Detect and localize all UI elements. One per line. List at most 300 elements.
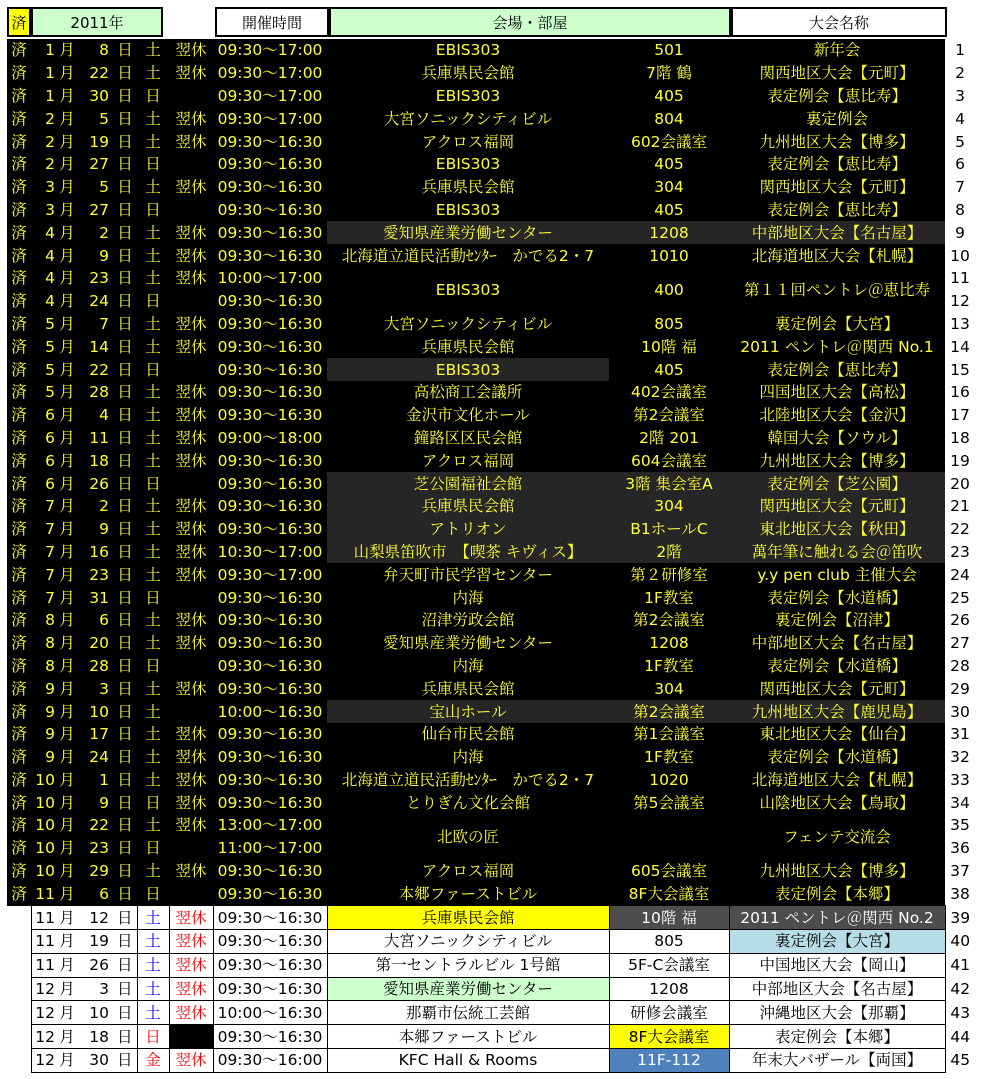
done-mark: 済: [7, 609, 31, 632]
room: 405: [609, 199, 729, 222]
weekday: 日: [137, 1025, 169, 1049]
month: 9: [31, 700, 57, 723]
holiday-note: 翌休: [169, 39, 213, 62]
month: 4: [31, 267, 57, 290]
day: 19: [77, 930, 113, 954]
holiday-note: [169, 586, 213, 609]
holiday-note: 翌休: [169, 335, 213, 358]
month: 12: [31, 1025, 57, 1049]
day: 24: [77, 290, 113, 313]
day: 11: [77, 427, 113, 450]
venue: EBIS303: [327, 85, 609, 108]
month-unit: 月: [57, 906, 77, 930]
time-range: 09:30～16:30: [213, 199, 327, 222]
event-name: 表定例会【芝公園】: [729, 472, 945, 495]
holiday-note: 翌休: [169, 62, 213, 85]
table-row: [7, 769, 975, 792]
weekday: 土: [137, 244, 169, 267]
time-range: 11:00～17:00: [213, 837, 327, 860]
time-range: 09:30～17:00: [213, 107, 327, 130]
event-name: 沖縄地区大会【那覇】: [729, 1001, 945, 1025]
day: 27: [77, 153, 113, 176]
day-unit: 日: [113, 632, 137, 655]
row-number: 24: [945, 563, 975, 586]
room: 研修会議室: [609, 1001, 729, 1025]
venue: 内海: [327, 586, 609, 609]
holiday-note: 翌休: [169, 746, 213, 769]
day: 8: [77, 39, 113, 62]
weekday: 土: [137, 404, 169, 427]
day-unit: 日: [113, 655, 137, 678]
table-row: [7, 906, 975, 930]
month: 10: [31, 769, 57, 792]
day: 9: [77, 518, 113, 541]
month: 11: [31, 906, 57, 930]
weekday: 土: [137, 977, 169, 1001]
venue: EBIS303: [327, 267, 609, 313]
event-name: 裏定例会【大宮】: [729, 313, 945, 336]
venue: アトリオン: [327, 518, 609, 541]
blank-cell: [7, 1025, 31, 1049]
day: 26: [77, 953, 113, 977]
holiday-note: 翌休: [169, 427, 213, 450]
weekday: 土: [137, 700, 169, 723]
event-name: 関西地区大会【元町】: [729, 176, 945, 199]
month-unit: 月: [57, 267, 77, 290]
day-unit: 日: [113, 930, 137, 954]
table-row: [7, 221, 975, 244]
venue: 内海: [327, 655, 609, 678]
weekday: 土: [137, 860, 169, 883]
room: 1020: [609, 769, 729, 792]
day-unit: 日: [113, 563, 137, 586]
month: 1: [31, 39, 57, 62]
month: 7: [31, 541, 57, 564]
weekday: 土: [137, 495, 169, 518]
holiday-note: 翌休: [169, 1001, 213, 1025]
weekday: 土: [137, 176, 169, 199]
blank-cell: [7, 1049, 31, 1073]
venue: 愛知県産業労働センター: [327, 221, 609, 244]
holiday-note: 翌休: [169, 609, 213, 632]
weekday: 土: [137, 39, 169, 62]
table-row: [7, 977, 975, 1001]
venue: EBIS303: [327, 153, 609, 176]
month: 9: [31, 723, 57, 746]
holiday-note: [169, 882, 213, 905]
holiday-note: 翌休: [169, 221, 213, 244]
done-mark: 済: [7, 814, 31, 837]
time-range: 09:30～16:30: [213, 381, 327, 404]
holiday-note: 翌休: [169, 723, 213, 746]
day-unit: 日: [113, 586, 137, 609]
room: 605会議室: [609, 860, 729, 883]
done-mark: 済: [7, 358, 31, 381]
blank-cell: [7, 906, 31, 930]
weekday: 土: [137, 769, 169, 792]
time-range: 09:30～17:00: [213, 563, 327, 586]
event-name: 四国地区大会【高松】: [729, 381, 945, 404]
room: 805: [609, 313, 729, 336]
month-unit: 月: [57, 791, 77, 814]
weekday: 土: [137, 746, 169, 769]
row-number: 41: [945, 953, 975, 977]
time-range: 09:30～16:30: [213, 677, 327, 700]
event-name: 表定例会【本郷】: [729, 882, 945, 905]
month-unit: 月: [57, 62, 77, 85]
holiday-note: [169, 655, 213, 678]
done-mark: 済: [7, 518, 31, 541]
weekday: 土: [137, 449, 169, 472]
holiday-note: 翌休: [169, 381, 213, 404]
weekday: 金: [137, 1049, 169, 1073]
month-unit: 月: [57, 700, 77, 723]
done-mark: 済: [7, 472, 31, 495]
day-unit: 日: [113, 860, 137, 883]
time-range: 09:30～16:30: [213, 153, 327, 176]
day-unit: 日: [113, 153, 137, 176]
blank-cell: [7, 1001, 31, 1025]
venue: 大宮ソニックシティビル: [327, 107, 609, 130]
blank-cell: [7, 953, 31, 977]
row-number: 42: [945, 977, 975, 1001]
weekday: 土: [137, 563, 169, 586]
table-row: [7, 953, 975, 977]
day: 23: [77, 837, 113, 860]
table-row: [7, 176, 975, 199]
weekday: 土: [137, 906, 169, 930]
time-range: 09:30～17:00: [213, 39, 327, 62]
holiday-note: 翌休: [169, 267, 213, 290]
weekday: 日: [137, 791, 169, 814]
weekday: 土: [137, 130, 169, 153]
room: 8F大会議室: [609, 882, 729, 905]
done-mark: 済: [7, 39, 31, 62]
holiday-note: [169, 153, 213, 176]
row-number: 33: [945, 769, 975, 792]
row-number: 34: [945, 791, 975, 814]
month: 4: [31, 244, 57, 267]
month: 12: [31, 977, 57, 1001]
holiday-note: 翌休: [169, 313, 213, 336]
row-number: 2: [945, 62, 975, 85]
month: 6: [31, 427, 57, 450]
schedule-table: [7, 39, 975, 1073]
done-mark: 済: [7, 221, 31, 244]
holiday-note: [169, 1025, 213, 1049]
month-unit: 月: [57, 723, 77, 746]
done-mark: 済: [7, 769, 31, 792]
event-name: 新年会: [729, 39, 945, 62]
room: 1208: [609, 977, 729, 1001]
row-number: 44: [945, 1025, 975, 1049]
weekday: 土: [137, 518, 169, 541]
venue: EBIS303: [327, 358, 609, 381]
time-range: 09:30～17:00: [213, 85, 327, 108]
venue: 兵庫県民会館: [327, 677, 609, 700]
month: 5: [31, 381, 57, 404]
holiday-note: 翌休: [169, 814, 213, 837]
month: 7: [31, 495, 57, 518]
venue: アクロス福岡: [327, 130, 609, 153]
event-name: 2011 ペントレ＠関西 No.2: [729, 906, 945, 930]
month: 6: [31, 472, 57, 495]
table-row: [7, 723, 975, 746]
table-row: [7, 107, 975, 130]
venue: 兵庫県民会館: [327, 906, 609, 930]
day-unit: 日: [113, 62, 137, 85]
time-range: 09:30～16:30: [213, 930, 327, 954]
month: 2: [31, 107, 57, 130]
day: 10: [77, 1001, 113, 1025]
table-row: [7, 609, 975, 632]
row-number: 5: [945, 130, 975, 153]
day-unit: 日: [113, 290, 137, 313]
venue: EBIS303: [327, 199, 609, 222]
event-name: 第１１回ペントレ＠恵比寿: [729, 267, 945, 313]
room: [609, 814, 729, 860]
time-range: 13:00～17:00: [213, 814, 327, 837]
holiday-note: [169, 700, 213, 723]
done-mark: 済: [7, 404, 31, 427]
month: 1: [31, 85, 57, 108]
venue: 第一セントラルビル 1号館: [327, 953, 609, 977]
time-range: 09:30～16:30: [213, 358, 327, 381]
blank-cell: [7, 930, 31, 954]
month-unit: 月: [57, 541, 77, 564]
month: 5: [31, 358, 57, 381]
time-range: 09:30～16:30: [213, 290, 327, 313]
month: 7: [31, 586, 57, 609]
event-name: 表定例会【水道橋】: [729, 586, 945, 609]
weekday: 土: [137, 1001, 169, 1025]
month-unit: 月: [57, 882, 77, 905]
day-unit: 日: [113, 882, 137, 905]
weekday: 日: [137, 586, 169, 609]
holiday-note: [169, 85, 213, 108]
done-mark: 済: [7, 449, 31, 472]
row-number: 45: [945, 1049, 975, 1073]
time-range: 09:30～16:30: [213, 130, 327, 153]
table-row: [7, 563, 975, 586]
weekday: 日: [137, 85, 169, 108]
venue: 北海道立道民活動ｾﾝﾀｰ かでる2・7: [327, 769, 609, 792]
weekday: 土: [137, 427, 169, 450]
room: 3階 集会室A: [609, 472, 729, 495]
time-range: 09:30～16:30: [213, 609, 327, 632]
row-number: 4: [945, 107, 975, 130]
room: 第5会議室: [609, 791, 729, 814]
event-name: 裏定例会: [729, 107, 945, 130]
month-unit: 月: [57, 769, 77, 792]
venue: 弁天町市民学習センター: [327, 563, 609, 586]
event-name: 関西地区大会【元町】: [729, 677, 945, 700]
time-range: 09:30～16:30: [213, 906, 327, 930]
holiday-note: 翌休: [169, 130, 213, 153]
table-row: [7, 586, 975, 609]
room: 405: [609, 85, 729, 108]
time-range: 09:30～16:30: [213, 472, 327, 495]
room: 10階 福: [609, 335, 729, 358]
day-unit: 日: [113, 267, 137, 290]
month: 11: [31, 930, 57, 954]
day-unit: 日: [113, 837, 137, 860]
month-unit: 月: [57, 977, 77, 1001]
month-unit: 月: [57, 449, 77, 472]
event-name: y.y pen club 主催大会: [729, 563, 945, 586]
event-name: 萬年筆に触れる会＠笛吹: [729, 541, 945, 564]
month-unit: 月: [57, 814, 77, 837]
done-mark: 済: [7, 427, 31, 450]
row-number: 10: [945, 244, 975, 267]
month: 7: [31, 563, 57, 586]
day-unit: 日: [113, 404, 137, 427]
table-row: [7, 860, 975, 883]
day: 16: [77, 541, 113, 564]
month: 2: [31, 130, 57, 153]
weekday: 土: [137, 267, 169, 290]
holiday-note: 翌休: [169, 449, 213, 472]
venue: アクロス福岡: [327, 449, 609, 472]
day-unit: 日: [113, 791, 137, 814]
table-row: [7, 358, 975, 381]
time-range: 09:30～16:30: [213, 746, 327, 769]
day-unit: 日: [113, 199, 137, 222]
holiday-note: 翌休: [169, 563, 213, 586]
month: 5: [31, 335, 57, 358]
header-zumi: 済: [7, 7, 31, 37]
room: 1208: [609, 221, 729, 244]
holiday-note: [169, 472, 213, 495]
room: 604会議室: [609, 449, 729, 472]
month-unit: 月: [57, 358, 77, 381]
done-mark: 済: [7, 746, 31, 769]
month: 1: [31, 62, 57, 85]
event-name: 北陸地区大会【金沢】: [729, 404, 945, 427]
day-unit: 日: [113, 472, 137, 495]
month: 4: [31, 290, 57, 313]
venue: 仙台市民会館: [327, 723, 609, 746]
weekday: 土: [137, 609, 169, 632]
room: 405: [609, 358, 729, 381]
day-unit: 日: [113, 313, 137, 336]
table-row: [7, 199, 975, 222]
day: 5: [77, 176, 113, 199]
table-row: [7, 449, 975, 472]
venue: 大宮ソニックシティビル: [327, 930, 609, 954]
room: 1F教室: [609, 655, 729, 678]
month: 8: [31, 655, 57, 678]
row-number: 32: [945, 746, 975, 769]
venue: 高松商工会議所: [327, 381, 609, 404]
room: 304: [609, 495, 729, 518]
day-unit: 日: [113, 977, 137, 1001]
blank-cell: [7, 977, 31, 1001]
room: 7階 鶴: [609, 62, 729, 85]
venue: KFC Hall & Rooms: [327, 1049, 609, 1073]
day-unit: 日: [113, 700, 137, 723]
weekday: 土: [137, 930, 169, 954]
day: 22: [77, 358, 113, 381]
room: 第２研修室: [609, 563, 729, 586]
row-number: 11: [945, 267, 975, 290]
weekday: 土: [137, 221, 169, 244]
event-name: 裏定例会【大宮】: [729, 930, 945, 954]
event-name: 2011 ペントレ＠関西 No.1: [729, 335, 945, 358]
time-range: 09:30～16:00: [213, 1049, 327, 1073]
month-unit: 月: [57, 953, 77, 977]
holiday-note: [169, 290, 213, 313]
header-venue: 会場・部屋: [329, 7, 731, 37]
day-unit: 日: [113, 449, 137, 472]
done-mark: 済: [7, 267, 31, 290]
holiday-note: 翌休: [169, 176, 213, 199]
day: 28: [77, 381, 113, 404]
holiday-note: [169, 358, 213, 381]
row-number: 23: [945, 541, 975, 564]
holiday-note: 翌休: [169, 977, 213, 1001]
day-unit: 日: [113, 244, 137, 267]
weekday: 日: [137, 655, 169, 678]
room: 1010: [609, 244, 729, 267]
table-row: [7, 746, 975, 769]
table-row: [7, 1001, 975, 1025]
month: 5: [31, 313, 57, 336]
time-range: 09:30～16:30: [213, 723, 327, 746]
venue: 愛知県産業労働センター: [327, 977, 609, 1001]
done-mark: 済: [7, 791, 31, 814]
month-unit: 月: [57, 837, 77, 860]
event-name: 九州地区大会【鹿児島】: [729, 700, 945, 723]
holiday-note: 翌休: [169, 953, 213, 977]
room: 304: [609, 176, 729, 199]
day-unit: 日: [113, 814, 137, 837]
month: 10: [31, 860, 57, 883]
row-number: 22: [945, 518, 975, 541]
holiday-note: 翌休: [169, 518, 213, 541]
room: 501: [609, 39, 729, 62]
day-unit: 日: [113, 541, 137, 564]
weekday: 土: [137, 381, 169, 404]
day: 12: [77, 906, 113, 930]
day-unit: 日: [113, 335, 137, 358]
venue: とりぎん文化会館: [327, 791, 609, 814]
room: 5F-C会議室: [609, 953, 729, 977]
day: 4: [77, 404, 113, 427]
day-unit: 日: [113, 39, 137, 62]
done-mark: 済: [7, 107, 31, 130]
day: 30: [77, 1049, 113, 1073]
month-unit: 月: [57, 563, 77, 586]
time-range: 09:30～16:30: [213, 791, 327, 814]
row-number: 36: [945, 837, 975, 860]
event-name: 山陰地区大会【鳥取】: [729, 791, 945, 814]
table-row: [7, 791, 975, 814]
table-row: [7, 655, 975, 678]
time-range: 09:30～16:30: [213, 953, 327, 977]
done-mark: 済: [7, 381, 31, 404]
day-unit: 日: [113, 769, 137, 792]
weekday: 土: [137, 677, 169, 700]
day-unit: 日: [113, 906, 137, 930]
day: 9: [77, 244, 113, 267]
done-mark: 済: [7, 153, 31, 176]
time-range: 09:30～16:30: [213, 518, 327, 541]
time-range: 09:30～16:30: [213, 655, 327, 678]
done-mark: 済: [7, 495, 31, 518]
month: 12: [31, 1049, 57, 1073]
month-unit: 月: [57, 586, 77, 609]
